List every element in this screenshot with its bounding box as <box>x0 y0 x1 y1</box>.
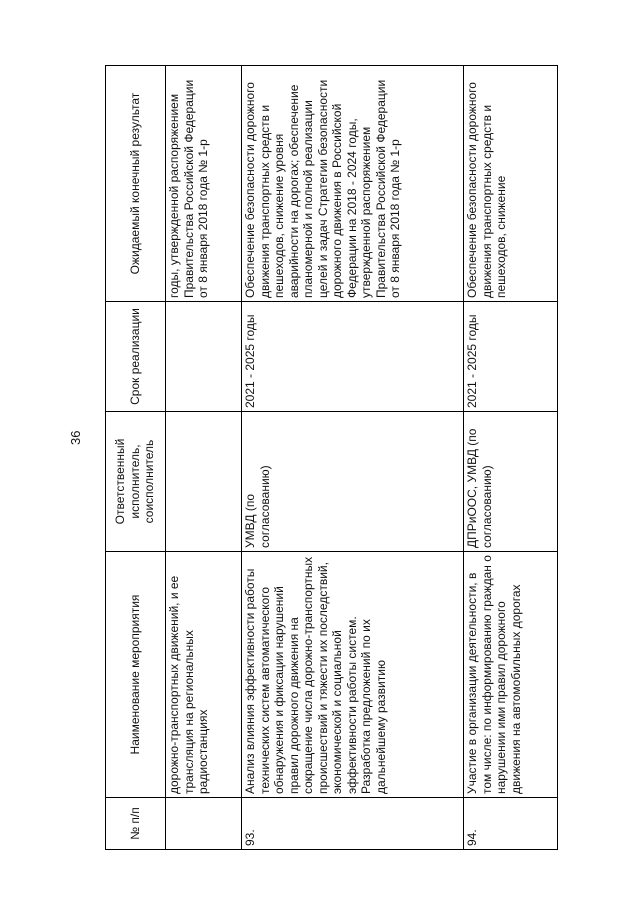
header-measure-name: Наименование мероприятия <box>106 552 166 798</box>
table-header-row <box>106 66 166 850</box>
cell-term <box>166 302 242 412</box>
cell-result: Обеспечение безопасности дорожного движения транспортных средств и пешеходов, снижение уровня аварийности на дорогах; обеспечение планомерной и полной реализации целей и задач Стратегии безопасности дорожного движения в Российской Федерации на 2018 - 2024 годы, утвержденной распоряжением Правительства Российской Федерации от 8 января 2018 года № 1-р <box>242 66 464 302</box>
cell-number: 94. <box>464 798 558 850</box>
table-row <box>166 66 242 850</box>
cell-responsible: УМВД (по согласованию) <box>242 412 464 552</box>
rotated-page-content <box>105 66 545 850</box>
header-term: Срок реализации <box>106 302 166 412</box>
table-row <box>242 66 464 850</box>
cell-term: 2021 - 2025 годы <box>464 302 558 412</box>
cell-number: 93. <box>242 798 464 850</box>
cell-measure-name: Анализ влияния эффективности работы технических систем автоматического обнаружения и фиксации нарушений правил дорожного движения на сокращение числа дорожно-транспортных происшествий и тяжести их последствий, экономической и социальной эффективности работы систем. Разработка предложений по их дальнейшему развитию <box>242 552 464 798</box>
table-row <box>464 66 558 850</box>
page-number: 36 <box>68 430 83 445</box>
header-number: № п/п <box>106 798 166 850</box>
cell-measure-name: дорожно-транспортных движений, и ее трансляция на региональных радиостанциях <box>166 552 242 798</box>
cell-number <box>166 798 242 850</box>
cell-responsible <box>166 412 242 552</box>
cell-result: Обеспечение безопасности дорожного движения транспортных средств и пешеходов, снижение <box>464 66 558 302</box>
measures-table <box>105 65 558 850</box>
header-result: Ожидаемый конечный результат <box>106 66 166 302</box>
header-responsible: Ответственный исполнитель, соисполнитель <box>106 412 166 552</box>
cell-measure-name: Участие в организации деятельности, в том числе: по информированию граждан о нарушении ими правил дорожного движения на автомобильных дорогах <box>464 552 558 798</box>
cell-responsible: ДПРиООС, УМВД (по согласованию) <box>464 412 558 552</box>
cell-result: годы, утвержденной распоряжением Правительства Российской Федерации от 8 января 2018 года № 1-р <box>166 66 242 302</box>
cell-term: 2021 - 2025 годы <box>242 302 464 412</box>
